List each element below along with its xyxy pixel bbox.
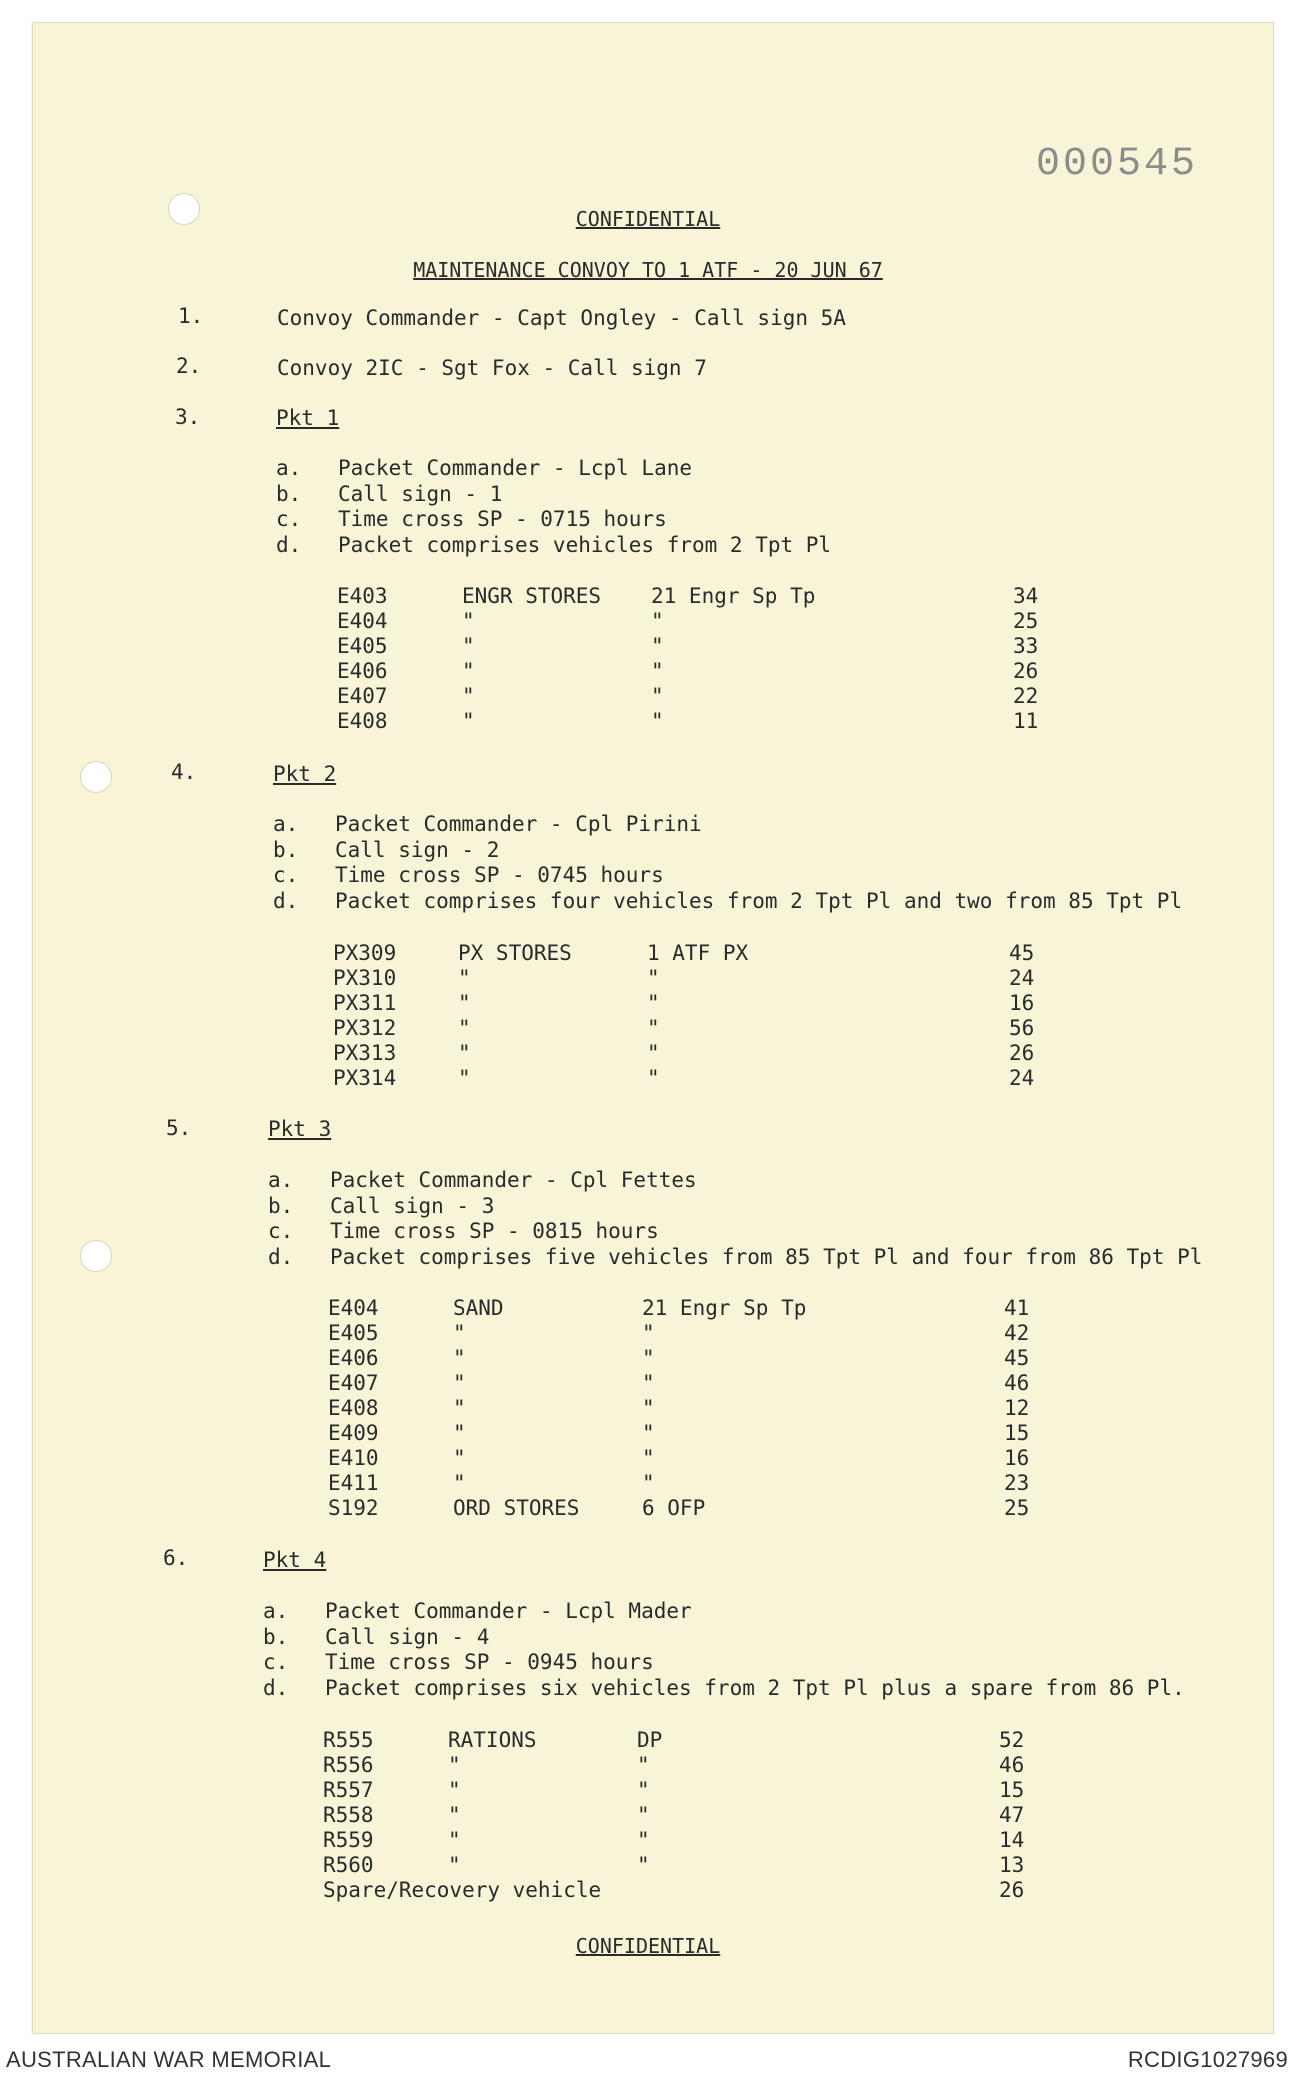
- destination: 21 Engr Sp Tp: [642, 1296, 807, 1320]
- classification-bottom: CONFIDENTIAL: [575, 1934, 721, 1958]
- load: ": [453, 1321, 466, 1345]
- detail-text: Call sign - 1: [338, 481, 503, 506]
- load: ": [458, 1016, 471, 1040]
- vehicle-number: 14: [999, 1828, 1025, 1852]
- detail-text: Packet Commander - Lcpl Lane: [338, 456, 693, 480]
- vehicle-number: 33: [1013, 634, 1039, 658]
- destination: ": [642, 1396, 655, 1420]
- load: ": [453, 1446, 466, 1470]
- vehicle-table: [328, 1296, 1064, 1521]
- convoy-2ic: Convoy 2IC - Sgt Fox - Call sign 7: [277, 356, 707, 380]
- destination: ": [647, 966, 660, 990]
- detail-letter: d.: [276, 532, 302, 557]
- table-row: [328, 1321, 1064, 1346]
- destination: ": [637, 1828, 650, 1852]
- footer-institution: AUSTRALIAN WAR MEMORIAL: [6, 2047, 332, 2072]
- item-number: 3.: [175, 405, 201, 429]
- load: ": [462, 609, 475, 633]
- destination: ": [651, 684, 664, 708]
- vehicle-number: 15: [1004, 1421, 1030, 1445]
- destination: ": [651, 659, 664, 683]
- table-row: [328, 1421, 1064, 1446]
- vehicle-id: E406: [337, 659, 388, 683]
- detail-text: Packet comprises six vehicles from 2 Tpt Pl plus a spare from 86 Pl.: [325, 1675, 1185, 1700]
- vehicle-id: E403: [337, 584, 388, 608]
- vehicle-number: 46: [1004, 1371, 1030, 1395]
- detail-letter: d.: [263, 1675, 289, 1700]
- vehicle-id: E411: [328, 1471, 379, 1495]
- detail-text: Time cross SP - 0745 hours: [335, 863, 664, 887]
- destination: ": [651, 609, 664, 633]
- vehicle-id: E406: [328, 1346, 379, 1370]
- load: ": [448, 1803, 461, 1827]
- detail-letter: c.: [273, 863, 299, 887]
- packet-details: [276, 456, 831, 558]
- vehicle-id: S192: [328, 1496, 379, 1520]
- vehicle-number: 26: [1013, 659, 1039, 683]
- vehicle-number: 56: [1009, 1016, 1035, 1040]
- destination: ": [637, 1753, 650, 1777]
- table-row: [328, 1446, 1064, 1471]
- vehicle-id: PX310: [333, 966, 397, 990]
- vehicle-table: [337, 584, 1073, 734]
- table-row: [323, 1803, 1059, 1828]
- classification-top: CONFIDENTIAL: [575, 207, 721, 231]
- load: SAND: [453, 1296, 504, 1320]
- detail-text: Packet comprises four vehicles from 2 Tpt Pl and two from 85 Tpt Pl: [335, 888, 1183, 913]
- destination: ": [642, 1321, 655, 1345]
- vehicle-number: 45: [1004, 1346, 1030, 1370]
- detail-letter: c.: [268, 1219, 294, 1243]
- packet-title: Pkt 1: [276, 406, 340, 430]
- item-number: 1.: [178, 304, 204, 328]
- load: ": [458, 966, 471, 990]
- table-row: [337, 659, 1073, 684]
- vehicle-id: PX314: [333, 1066, 397, 1090]
- destination: ": [642, 1371, 655, 1395]
- detail-text: Packet Commander - Cpl Fettes: [330, 1168, 697, 1192]
- table-row: [337, 634, 1073, 659]
- table-row: [333, 991, 1069, 1016]
- destination: ": [642, 1421, 655, 1445]
- vehicle-number: 24: [1009, 966, 1035, 990]
- packet-details: [263, 1599, 1185, 1701]
- load: ": [462, 634, 475, 658]
- vehicle-number: 25: [1013, 609, 1039, 633]
- vehicle-id: E405: [328, 1321, 379, 1345]
- load: ": [453, 1421, 466, 1445]
- document-title: MAINTENANCE CONVOY TO 1 ATF - 20 JUN 67: [413, 258, 883, 282]
- item-number: 6.: [163, 1546, 189, 1570]
- vehicle-number: 47: [999, 1803, 1025, 1827]
- table-row: [323, 1778, 1059, 1803]
- vehicle-id: R560: [323, 1853, 374, 1877]
- vehicle-number: 24: [1009, 1066, 1035, 1090]
- table-row: [333, 1066, 1069, 1091]
- vehicle-id: PX312: [333, 1016, 397, 1040]
- vehicle-number: 52: [999, 1728, 1025, 1752]
- table-row: [328, 1396, 1064, 1421]
- table-row: [328, 1371, 1064, 1396]
- vehicle-id: PX311: [333, 991, 397, 1015]
- packet-title: Pkt 2: [273, 762, 337, 786]
- destination: 6 OFP: [642, 1496, 706, 1520]
- load: ": [458, 1066, 471, 1090]
- table-row: [337, 709, 1073, 734]
- vehicle-number: 16: [1004, 1446, 1030, 1470]
- vehicle-id: PX309: [333, 941, 397, 965]
- table-row: [328, 1496, 1064, 1521]
- destination: ": [642, 1471, 655, 1495]
- table-row: [323, 1728, 1059, 1753]
- footer-record-id: RCDIG1027969: [1127, 2047, 1288, 2072]
- detail-text: Call sign - 3: [330, 1193, 495, 1218]
- destination: ": [647, 1041, 660, 1065]
- detail-letter: c.: [276, 507, 302, 531]
- packet-details: [273, 812, 1182, 914]
- vehicle-id: E408: [328, 1396, 379, 1420]
- destination: ": [647, 1066, 660, 1090]
- load: ": [448, 1828, 461, 1852]
- load: ": [453, 1371, 466, 1395]
- detail-text: Packet Commander - Cpl Pirini: [335, 812, 702, 836]
- detail-letter: a.: [276, 456, 302, 480]
- table-row: [333, 966, 1069, 991]
- vehicle-id: R556: [323, 1753, 374, 1777]
- detail-text: Time cross SP - 0815 hours: [330, 1219, 659, 1243]
- destination: 21 Engr Sp Tp: [651, 584, 816, 608]
- table-row: [323, 1853, 1059, 1878]
- destination: ": [651, 634, 664, 658]
- vehicle-number: 25: [1004, 1496, 1030, 1520]
- vehicle-id: E409: [328, 1421, 379, 1445]
- detail-letter: d.: [268, 1244, 294, 1269]
- vehicle-id: E405: [337, 634, 388, 658]
- destination: ": [642, 1446, 655, 1470]
- vehicle-id: R558: [323, 1803, 374, 1827]
- vehicle-table: [323, 1728, 1059, 1903]
- detail-letter: b.: [273, 837, 299, 862]
- table-row: [333, 941, 1069, 966]
- vehicle-id: E407: [337, 684, 388, 708]
- load: ": [448, 1853, 461, 1877]
- load: PX STORES: [458, 941, 572, 965]
- vehicle-number: 23: [1004, 1471, 1030, 1495]
- packet-details: [268, 1168, 1202, 1270]
- detail-letter: a.: [273, 812, 299, 836]
- vehicle-id: E407: [328, 1371, 379, 1395]
- vehicle-number: 41: [1004, 1296, 1030, 1320]
- table-row: [328, 1471, 1064, 1496]
- load: ": [462, 684, 475, 708]
- destination: ": [651, 709, 664, 733]
- packet-title: Pkt 3: [268, 1117, 332, 1141]
- vehicle-number: 22: [1013, 684, 1039, 708]
- detail-letter: a.: [263, 1599, 289, 1623]
- load: ": [458, 991, 471, 1015]
- vehicle-id: E410: [328, 1446, 379, 1470]
- destination: 1 ATF PX: [647, 941, 749, 965]
- vehicle-id: E404: [328, 1296, 379, 1320]
- destination: ": [647, 1016, 660, 1040]
- vehicle-id: R559: [323, 1828, 374, 1852]
- load: ORD STORES: [453, 1496, 580, 1520]
- table-row: [328, 1346, 1064, 1371]
- detail-text: Call sign - 2: [335, 837, 500, 862]
- stamp-number: 000545: [1036, 142, 1199, 187]
- packet-title: Pkt 4: [263, 1548, 327, 1572]
- load: ENGR STORES: [462, 584, 602, 608]
- vehicle-number: 16: [1009, 991, 1035, 1015]
- table-row: [328, 1296, 1064, 1321]
- vehicle-id: PX313: [333, 1041, 397, 1065]
- vehicle-number: 26: [999, 1878, 1025, 1902]
- vehicle-number: 34: [1013, 584, 1039, 608]
- vehicle-id: E408: [337, 709, 388, 733]
- load: ": [453, 1346, 466, 1370]
- detail-text: Call sign - 4: [325, 1624, 490, 1649]
- item-number: 2.: [176, 354, 202, 378]
- vehicle-number: 26: [1009, 1041, 1035, 1065]
- table-row: [323, 1828, 1059, 1853]
- vehicle-id: E404: [337, 609, 388, 633]
- table-row-spare: [323, 1878, 1059, 1903]
- vehicle-number: 13: [999, 1853, 1025, 1877]
- destination: ": [647, 991, 660, 1015]
- detail-text: Time cross SP - 0945 hours: [325, 1650, 654, 1674]
- punch-hole: [80, 1240, 112, 1272]
- vehicle-number: 45: [1009, 941, 1035, 965]
- item-number: 4.: [171, 760, 197, 784]
- vehicle-number: 15: [999, 1778, 1025, 1802]
- load: ": [453, 1396, 466, 1420]
- vehicle-id: R557: [323, 1778, 374, 1802]
- table-row: [337, 584, 1073, 609]
- load: ": [462, 659, 475, 683]
- vehicle-id: R555: [323, 1728, 374, 1752]
- vehicle-table: [333, 941, 1069, 1091]
- load: ": [462, 709, 475, 733]
- detail-text: Packet comprises vehicles from 2 Tpt Pl: [338, 532, 832, 557]
- load: ": [448, 1753, 461, 1777]
- table-row: [337, 684, 1073, 709]
- destination: ": [637, 1853, 650, 1877]
- vehicle-number: 11: [1013, 709, 1039, 733]
- destination: ": [637, 1778, 650, 1802]
- detail-letter: c.: [263, 1650, 289, 1674]
- table-row: [337, 609, 1073, 634]
- table-row: [333, 1041, 1069, 1066]
- load: ": [453, 1471, 466, 1495]
- destination: ": [637, 1803, 650, 1827]
- destination: ": [642, 1346, 655, 1370]
- detail-letter: b.: [263, 1624, 289, 1649]
- table-row: [323, 1753, 1059, 1778]
- load: ": [448, 1778, 461, 1802]
- detail-letter: a.: [268, 1168, 294, 1192]
- vehicle-number: 42: [1004, 1321, 1030, 1345]
- convoy-commander: Convoy Commander - Capt Ongley - Call sign 5A: [277, 306, 846, 330]
- detail-letter: b.: [276, 481, 302, 506]
- item-number: 5.: [166, 1116, 192, 1140]
- load: RATIONS: [448, 1728, 537, 1752]
- detail-text: Time cross SP - 0715 hours: [338, 507, 667, 531]
- detail-text: Packet Commander - Lcpl Mader: [325, 1599, 692, 1623]
- punch-hole: [80, 761, 112, 793]
- spare-label: Spare/Recovery vehicle: [323, 1878, 602, 1902]
- detail-text: Packet comprises five vehicles from 85 Tpt Pl and four from 86 Tpt Pl: [330, 1244, 1203, 1269]
- vehicle-number: 12: [1004, 1396, 1030, 1420]
- table-row: [333, 1016, 1069, 1041]
- vehicle-number: 46: [999, 1753, 1025, 1777]
- detail-letter: b.: [268, 1193, 294, 1218]
- detail-letter: d.: [273, 888, 299, 913]
- load: ": [458, 1041, 471, 1065]
- destination: DP: [637, 1728, 663, 1752]
